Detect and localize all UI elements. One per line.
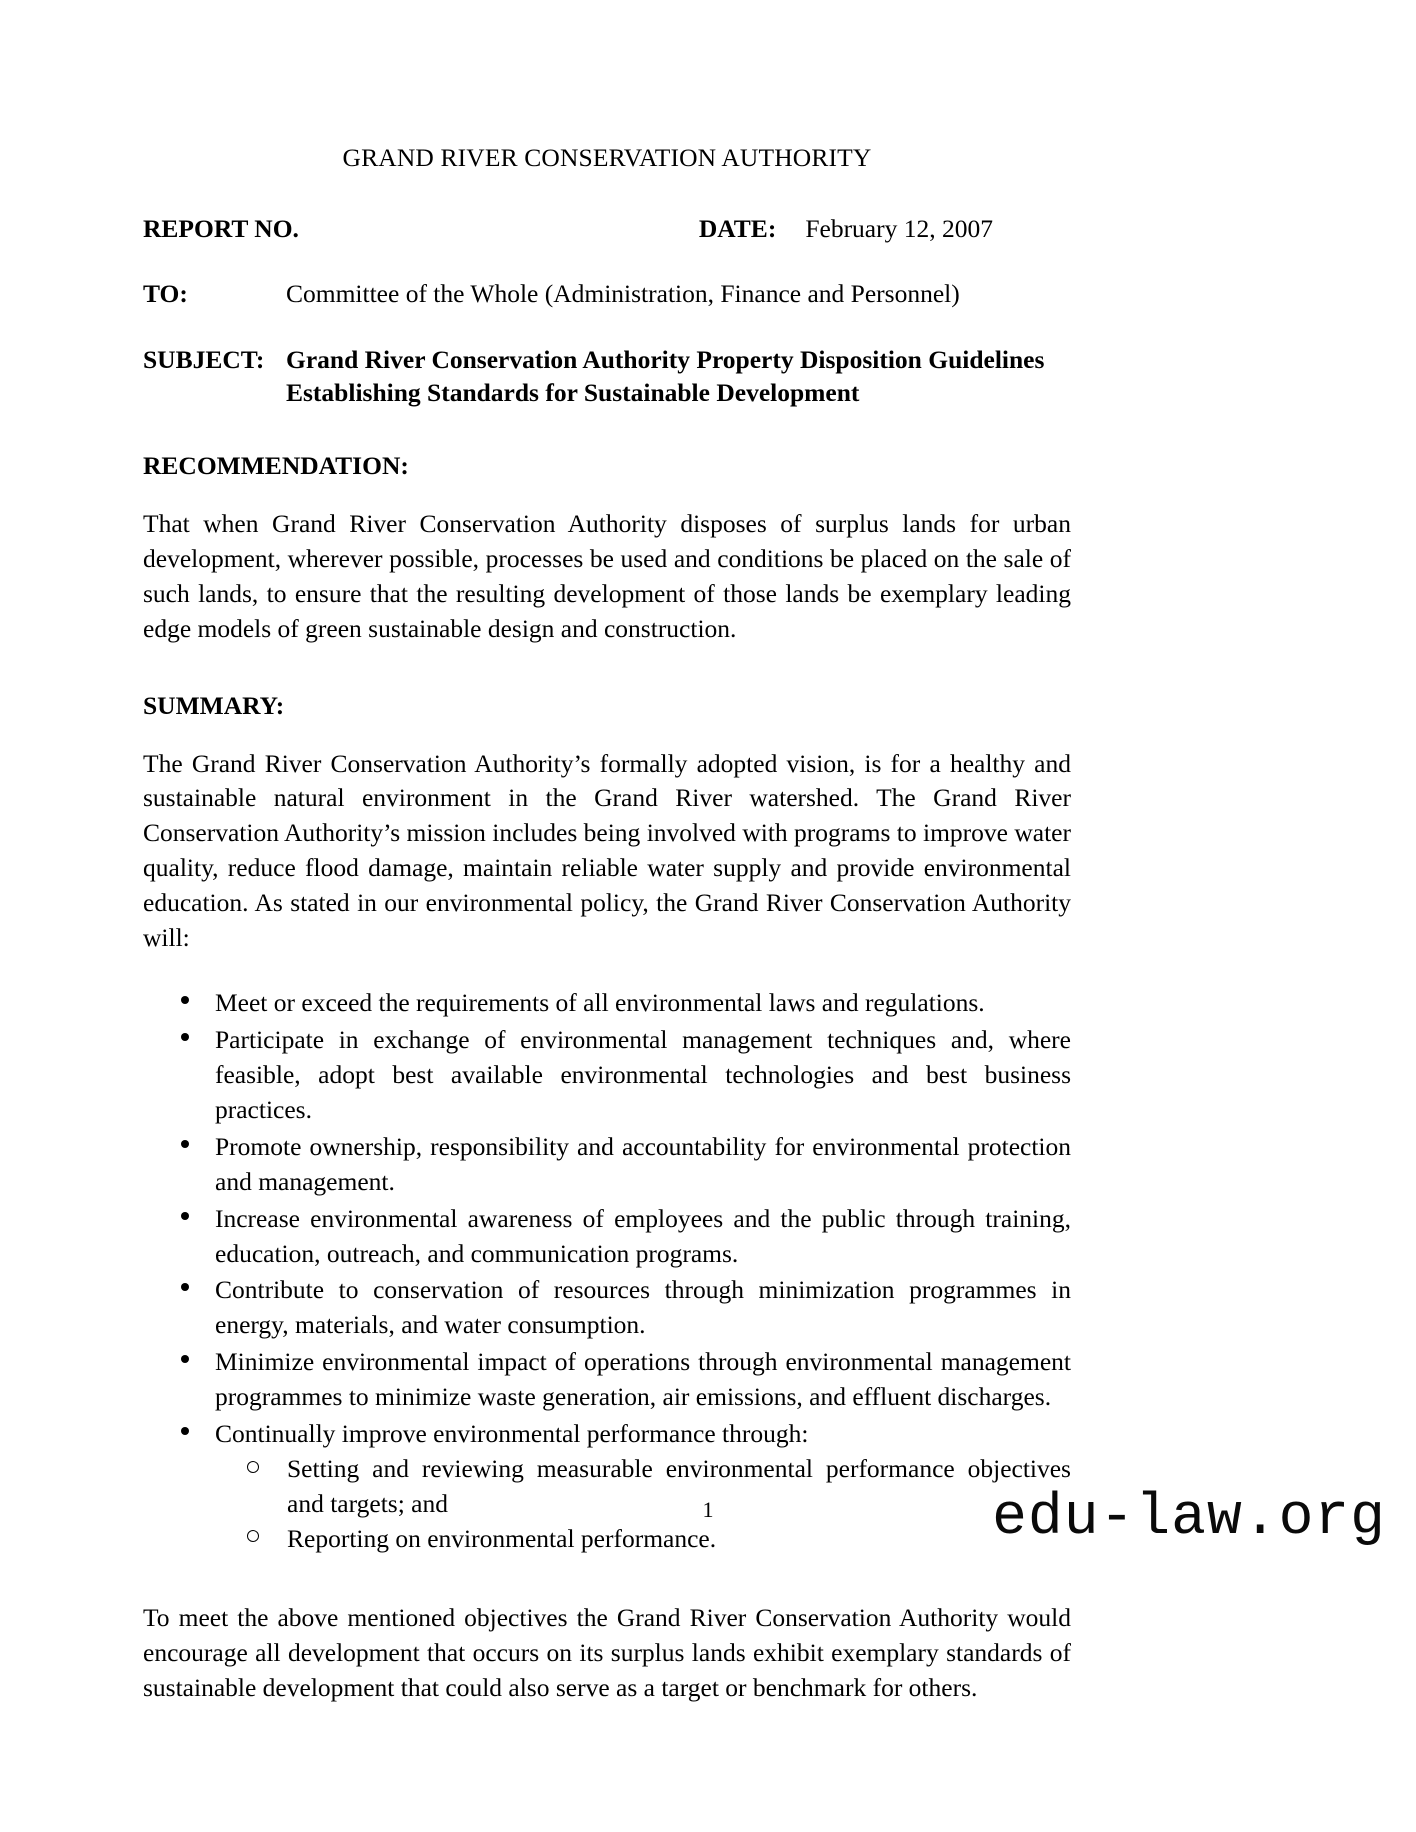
list-item: [143, 1417, 1071, 1557]
list-item: [143, 1130, 1071, 1200]
bullet-dot-icon: [181, 1417, 195, 1452]
report-no-label: REPORT NO.: [143, 214, 299, 244]
summary-heading: SUMMARY:: [143, 690, 285, 720]
bullet-circle-icon: [247, 1452, 259, 1487]
list-item: [143, 1202, 1071, 1272]
to-row: [143, 277, 1071, 310]
sub-list-item-text: Reporting on environmental performance.: [287, 1523, 717, 1553]
subject-row: [143, 343, 1071, 409]
organization-header: GRAND RIVER CONSERVATION AUTHORITY: [342, 143, 872, 172]
subject-line-2: Establishing Standards for Sustainable Development: [286, 377, 860, 407]
recommendation-paragraph: That when Grand River Conservation Authority disposes of surplus lands for urban development, wherever possible, processes be used and conditions be placed on the sale of such lands, to ensure that the resulting development of those lands be exemplary leading edge models of green sustainable design and construction.: [143, 508, 1071, 643]
sub-list-item: [215, 1522, 1071, 1557]
list-item: [143, 986, 1071, 1021]
list-item: [143, 1345, 1071, 1415]
bullet-dot-icon: [181, 1273, 195, 1308]
list-item-text: Contribute to conservation of resources through minimization programmes in energy, materials, and water consumption.: [215, 1275, 1071, 1340]
bullet-circle-icon: [247, 1522, 259, 1557]
watermark: edu-law.org: [992, 1486, 1386, 1551]
report-date-row: [143, 212, 1071, 245]
closing-paragraph: To meet the above mentioned objectives the Grand River Conservation Authority would encourage all development that occurs on its surplus lands exhibit exemplary standards of sustainable development that could also serve as a target or benchmark for others.: [143, 1602, 1071, 1702]
list-item-text: Meet or exceed the requirements of all environmental laws and regulations.: [215, 988, 985, 1018]
list-item-text: Increase environmental awareness of employees and the public through training, education, outreach, and communication programs.: [215, 1203, 1071, 1268]
list-item-text: Continually improve environmental performance through:: [215, 1419, 809, 1449]
list-item-text: Promote ownership, responsibility and accountability for environmental protection and management.: [215, 1131, 1071, 1196]
bullet-dot-icon: [181, 1202, 195, 1237]
bullet-dot-icon: [181, 1023, 195, 1058]
subject-line-1: Grand River Conservation Authority Property Disposition Guidelines: [286, 344, 1045, 374]
recommendation-heading: RECOMMENDATION:: [143, 450, 409, 480]
list-item-text: Minimize environmental impact of operations through environmental management programmes to minimize waste generation, air emissions, and effluent discharges.: [215, 1347, 1071, 1412]
list-item: [143, 1273, 1071, 1343]
date-group: [699, 212, 1071, 245]
subject-label: SUBJECT:: [143, 344, 265, 374]
date-label: DATE:: [698, 214, 777, 244]
page-number: 1: [702, 1497, 714, 1522]
date-value: February 12, 2007: [805, 214, 993, 244]
list-item-text: Participate in exchange of environmental management techniques and, where feasible, adopt best available environmental technologies and best business practices.: [215, 1025, 1071, 1124]
bullet-dot-icon: [181, 1130, 195, 1165]
to-value: Committee of the Whole (Administration, Finance and Personnel): [286, 279, 960, 309]
policy-bullet-list: [143, 986, 1071, 1557]
list-item: [143, 1023, 1071, 1128]
bullet-dot-icon: [181, 1345, 195, 1380]
document-content: [143, 0, 1071, 1706]
to-label: TO:: [143, 279, 188, 309]
sub-list-item-text: Setting and reviewing measurable environmental performance objectives and targets; and: [287, 1454, 1071, 1518]
bullet-dot-icon: [181, 986, 195, 1021]
subject-value: [286, 343, 1071, 409]
summary-paragraph: The Grand River Conservation Authority’s formally adopted vision, is for a healthy and sustainable natural environment in the Grand River watershed. The Grand River Conservation Authority’s mission includes being involved with programs to improve water quality, reduce flood damage, maintain reliable water supply and provide environmental education. As stated in our environmental policy, the Grand River Conservation Authority will:: [143, 748, 1071, 953]
